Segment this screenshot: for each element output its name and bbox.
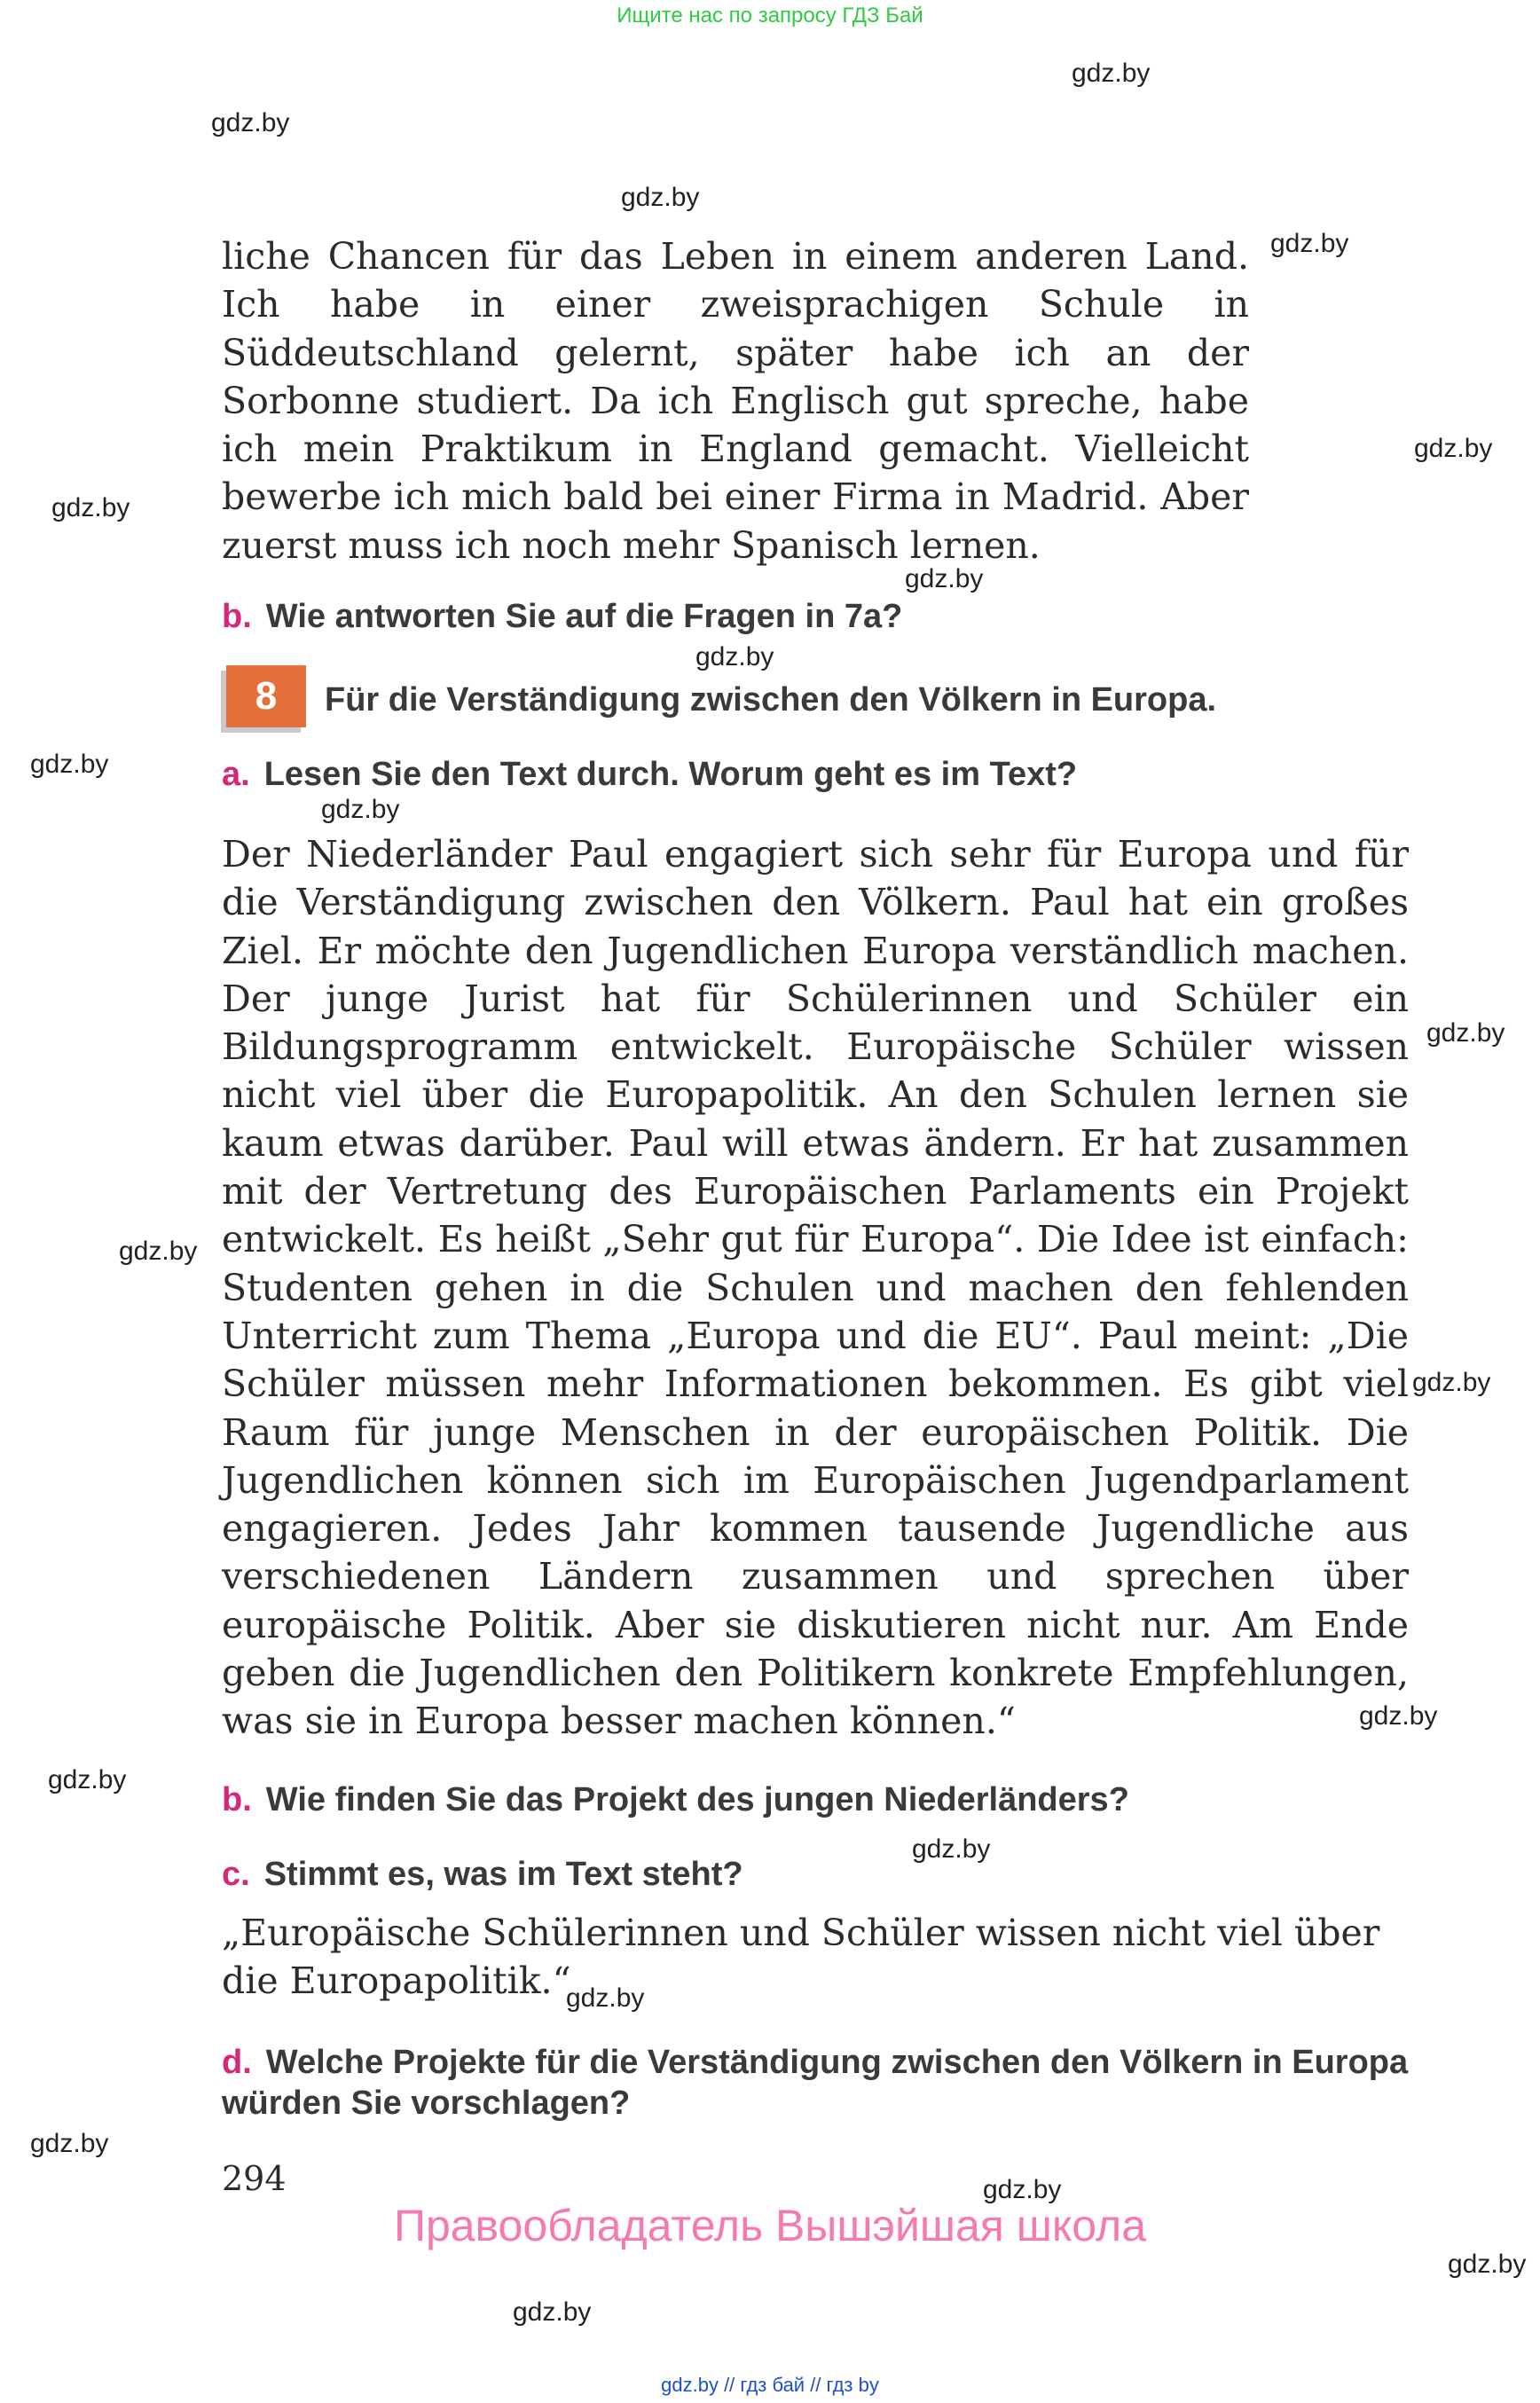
watermark: gdz.by xyxy=(1426,1018,1505,1048)
watermark: gdz.by xyxy=(321,795,400,824)
footer-links[interactable]: gdz.by // гдз бай // гдз by xyxy=(661,2374,879,2396)
exercise8-text: Der Niederländer Paul engagiert sich sehr für Europa und für die Verständigung zwischen den Völkern. Paul hat ein großes Ziel. Er möchte den Jugendlichen Europa verständlich machen. Der junge Jurist hat für Schülerinnen und Schüler ein Bildungsprogramm entwickelt. Europäische Schüler wissen nicht viel über die Europapolitik. An den Schulen lernen sie kaum etwas darüber. Paul will etwas ändern. Er hat zusammen mit der Vertretung des Europäischen Parlaments ein Projekt entwickelt. Es heißt „Sehr gut für Europa“. Die Idee ist einfach: Studenten gehen in die Schulen und machen den fehlenden Unterricht zum Thema „Europa und die EU“. Paul meint: „Die Schüler müssen mehr Informationen bekommen. Es gibt viel Raum für junge Menschen in der europäischen Politik. Die Jugendlichen können sich im Europäischen Jugendparlament engagieren. Jedes Jahr kommen tausende Jugendliche aus verschiedenen Ländern zusammen und sprechen über europäische Politik. Aber sie diskutieren nicht nur. Am Ende geben die Jugendlichen den Politikern konkrete Empfehlungen, was sie in Europa besser machen können.“ xyxy=(222,833,1409,1743)
question-letter: a. xyxy=(222,756,250,793)
watermark: gdz.by xyxy=(119,1237,198,1266)
question-text: Stimmt es, was im Text steht? xyxy=(263,1856,743,1893)
watermark: gdz.by xyxy=(566,1983,645,2013)
watermark: gdz.by xyxy=(1270,229,1349,258)
watermark: gdz.by xyxy=(1414,434,1493,463)
exercise8-title: Für die Verständigung zwischen den Völkern in Europa. xyxy=(325,681,1217,719)
question-text: Wie antworten Sie auf die Fragen in 7a? xyxy=(265,598,903,635)
exercise8-question-a xyxy=(222,754,1419,795)
watermark: gdz.by xyxy=(695,642,774,671)
watermark: gdz.by xyxy=(30,2129,109,2158)
question-letter: b. xyxy=(222,1781,252,1818)
exercise8-quote: „Europäische Schülerinnen und Schüler wissen nicht viel über die Europapolitik.“ xyxy=(222,1912,1380,2003)
watermark: gdz.by xyxy=(912,1834,991,1864)
exercise8-question-b xyxy=(222,1779,1419,1820)
question-letter: b. xyxy=(222,598,252,635)
watermark: gdz.by xyxy=(983,2175,1062,2204)
watermark: gdz.by xyxy=(1412,1368,1491,1397)
watermark: gdz.by xyxy=(621,183,700,212)
watermark: gdz.by xyxy=(30,750,109,779)
exercise8-question-d xyxy=(222,2042,1419,2124)
watermark: gdz.by xyxy=(1072,59,1151,88)
question-text: Welche Projekte für die Verständigung zwischen den Völkern in Europa würden Sie vorschlagen? xyxy=(222,2044,1409,2122)
copyright-notice: Правообладатель Вышэйшая школа xyxy=(394,2201,1146,2250)
watermark: gdz.by xyxy=(513,2297,592,2327)
question-text: Lesen Sie den Text durch. Worum geht es im Text? xyxy=(263,756,1078,793)
watermark: gdz.by xyxy=(905,564,984,593)
watermark: gdz.by xyxy=(48,1765,127,1794)
exercise8-question-c xyxy=(222,1854,1419,1895)
top-banner[interactable]: Ищите нас по запросу ГДЗ Бай xyxy=(617,4,923,27)
watermark: gdz.by xyxy=(211,108,290,137)
exercise7-question-b xyxy=(222,596,1419,637)
question-text: Wie finden Sie das Projekt des jungen Niederländers? xyxy=(265,1781,1129,1818)
task-number-badge: 8 xyxy=(226,665,306,727)
watermark: gdz.by xyxy=(1448,2250,1527,2279)
question-letter: d. xyxy=(222,2044,252,2081)
page-number: 294 xyxy=(222,2159,287,2198)
watermark: gdz.by xyxy=(51,493,130,522)
watermark: gdz.by xyxy=(1359,1701,1438,1731)
question-letter: c. xyxy=(222,1856,250,1893)
exercise7-paragraph: liche Chancen für das Leben in einem anderen Land. Ich habe in einer zweisprachigen Schule in Süddeutschland gelernt, später habe ich an der Sorbonne studiert. Da ich Englisch gut spreche, habe ich mein Praktikum in England gemacht. Vielleicht bewerbe ich mich bald bei einer Firma in Madrid. Aber zuerst muss ich noch mehr Spanisch lernen. xyxy=(222,235,1249,567)
